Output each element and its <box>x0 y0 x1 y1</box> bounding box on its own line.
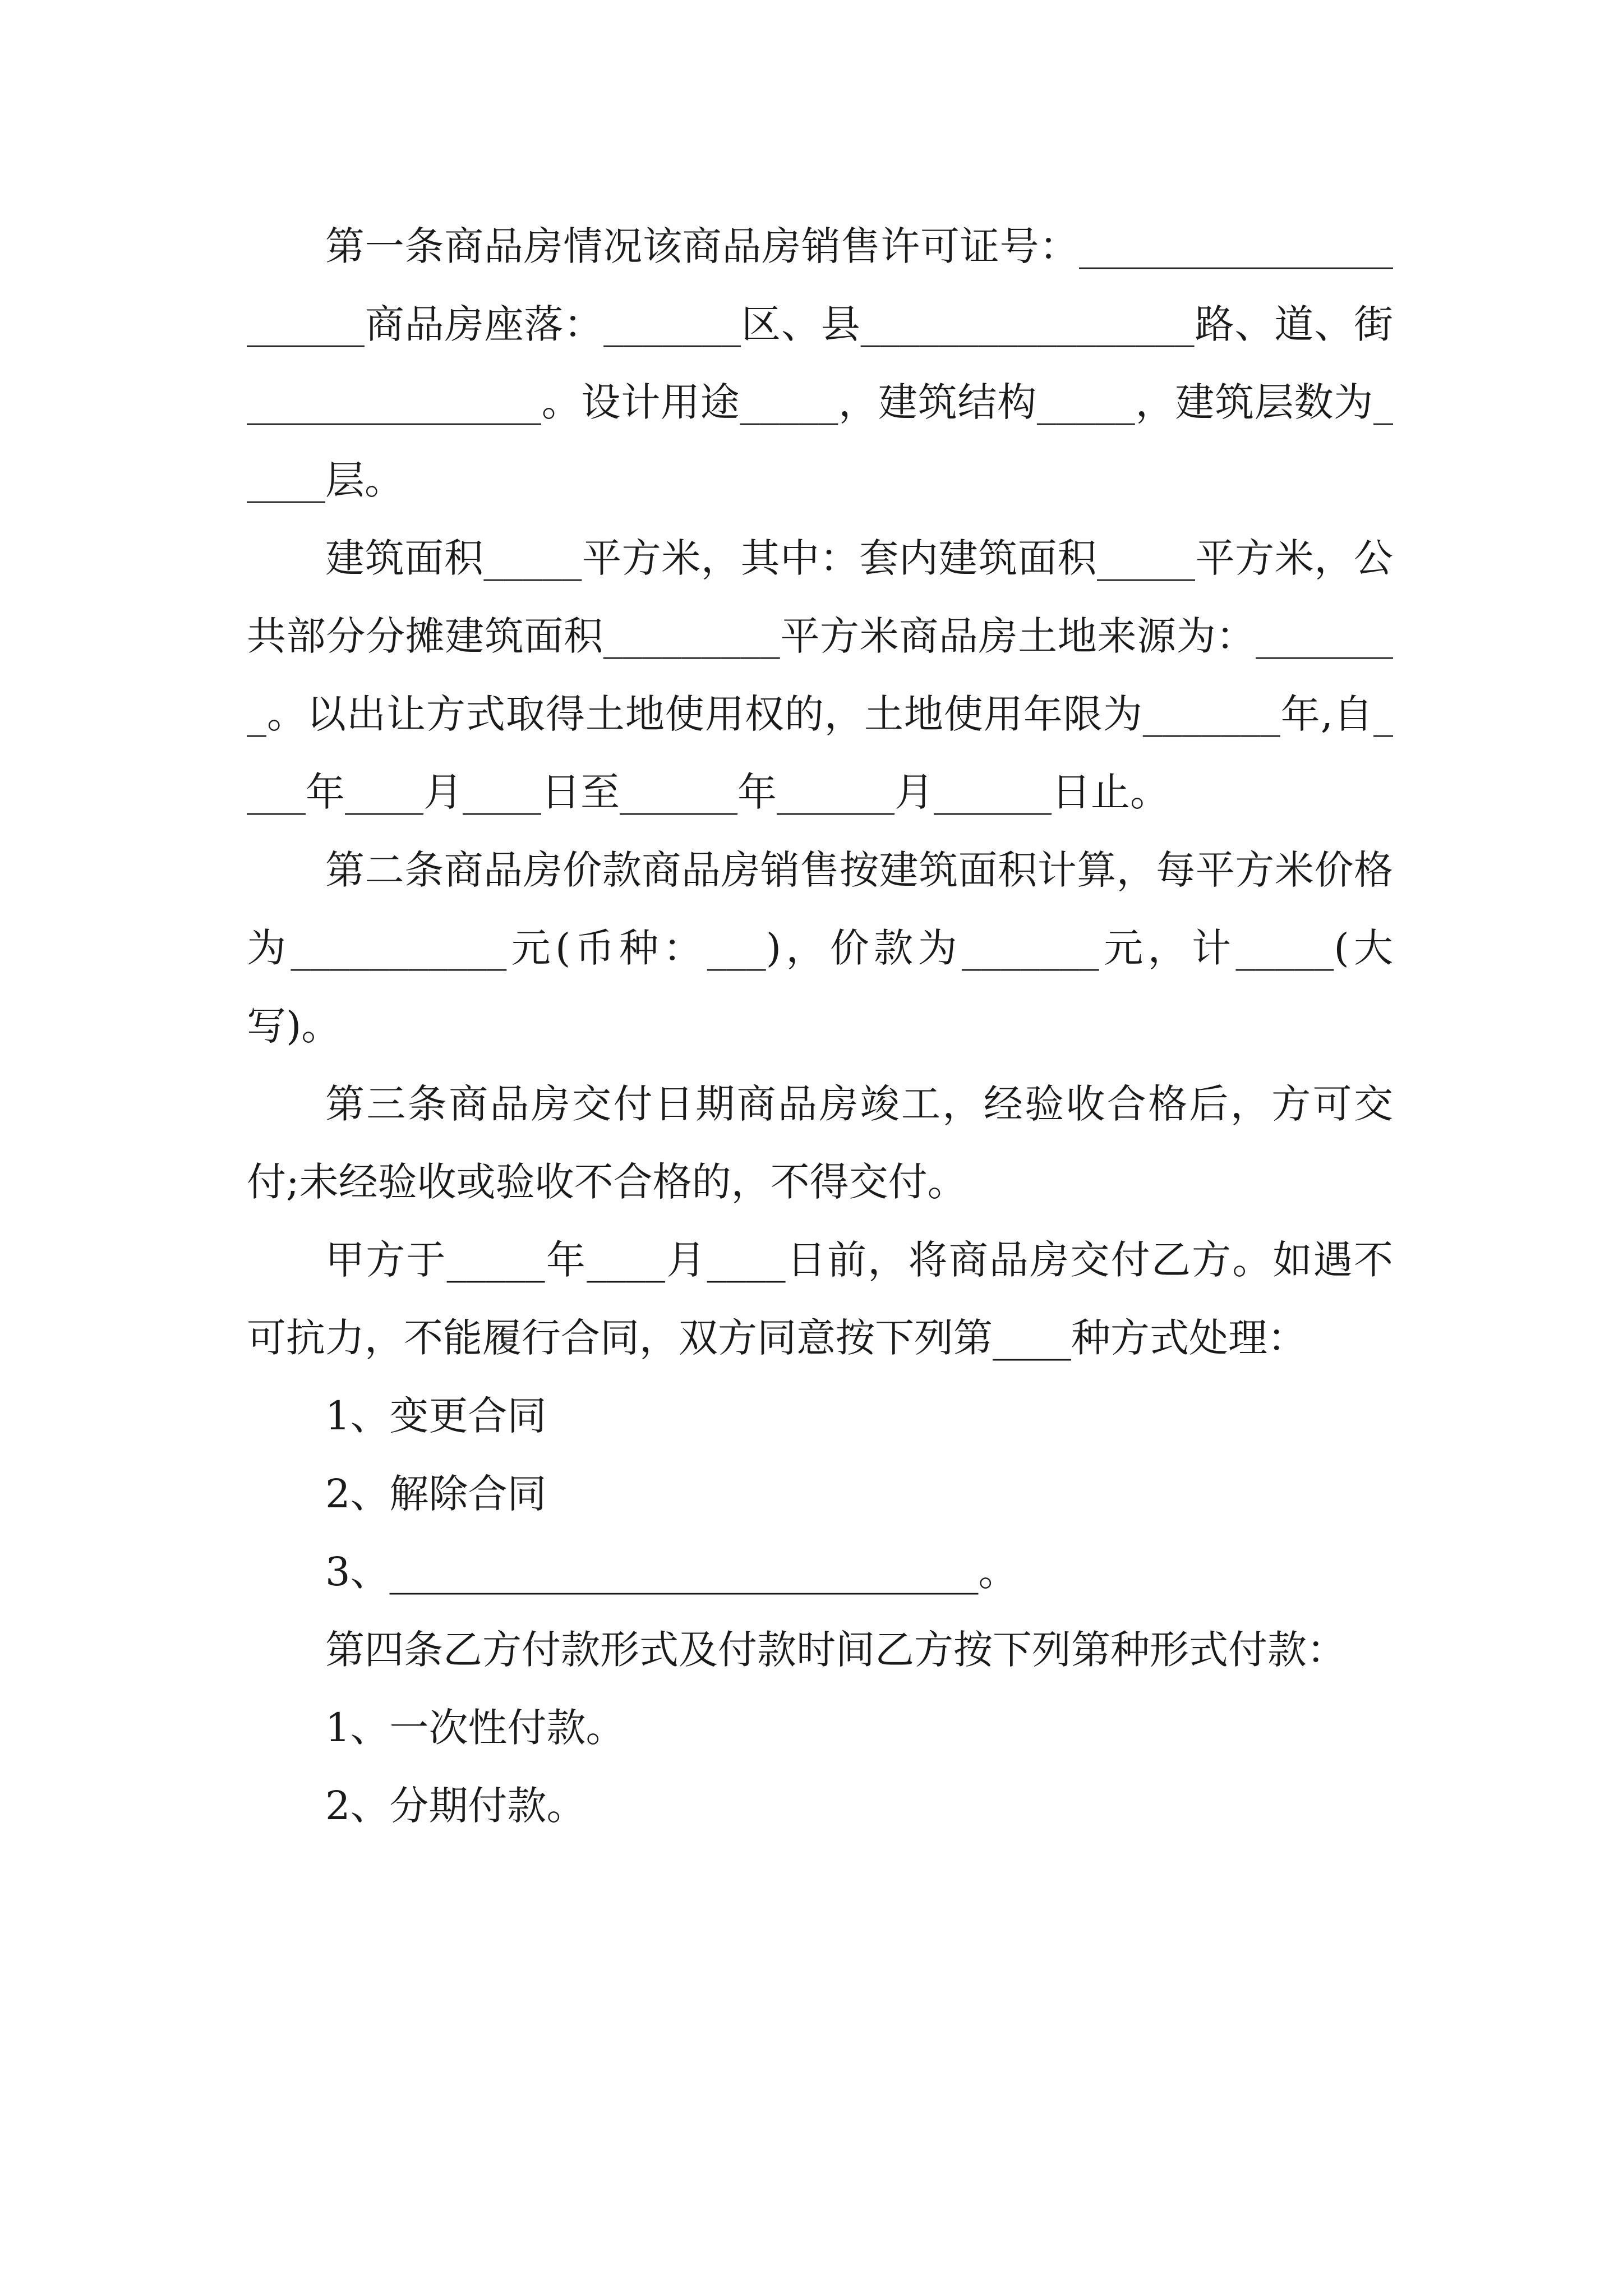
article-1-paragraph: 第一条商品房情况该商品房销售许可证号：______________________商品房座落：_______区、县_________________路、道、街_______________。设计用途_____，建筑结构_____，建筑层数为_____层。 <box>247 223 1393 503</box>
article-3-paragraph: 第三条商品房交付日期商品房竣工，经验收合格后，方可交付;未经验收或验收不合格的，不得交付。 <box>247 1081 1393 1205</box>
option-other: 3、______________________________。 <box>325 1549 1018 1595</box>
payment-installment: 2、分期付款。 <box>325 1783 586 1829</box>
option-change-contract: 1、变更合同 <box>325 1393 547 1439</box>
article-4-paragraph: 第四条乙方付款形式及付款时间乙方按下列第种形式付款： <box>325 1627 1346 1673</box>
area-paragraph: 建筑面积_____平方米，其中：套内建筑面积_____平方米，公共部分分摊建筑面积_________平方米商品房土地来源为：________。以出让方式取得土地使用权的，土地使用年限为_______年,自____年____月____日至______年______月______日止。 <box>247 535 1393 815</box>
article-2-paragraph: 第二条商品房价款商品房销售按建筑面积计算，每平方米价格为___________元(币种：___)，价款为_______元，计_____(大写)。 <box>247 847 1393 1049</box>
document-body <box>247 208 1393 1845</box>
payment-lump-sum: 1、一次性付款。 <box>325 1705 625 1751</box>
delivery-paragraph: 甲方于_____年____月____日前，将商品房交付乙方。如遇不可抗力，不能履行合同，双方同意按下列第____种方式处理： <box>247 1237 1393 1361</box>
option-terminate-contract: 2、解除合同 <box>325 1471 547 1517</box>
